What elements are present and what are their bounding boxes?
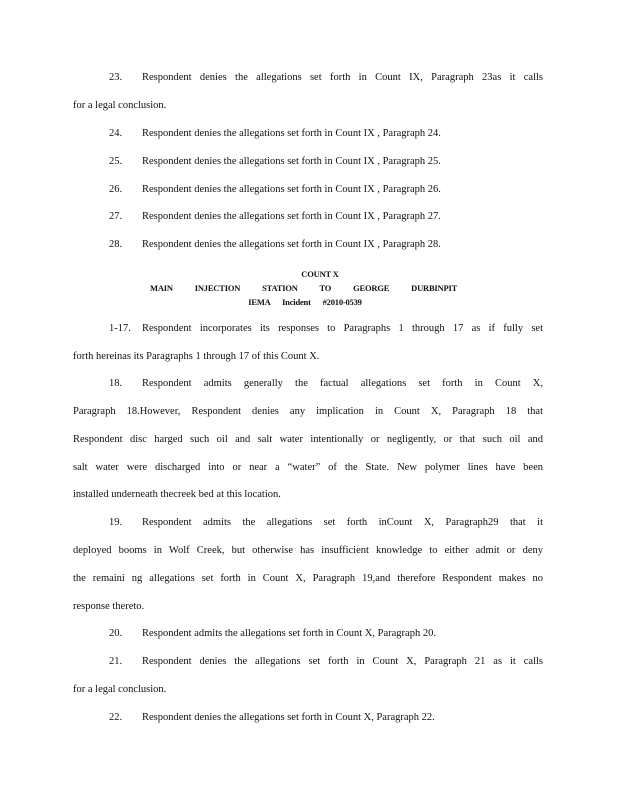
paragraph-27-number: 27. xyxy=(109,211,123,222)
paragraph-18-line-3: Respondent disc harged such oil and salt water intentionally or negligently, or that such oil and xyxy=(73,434,543,445)
paragraph-21-number: 21. xyxy=(109,656,123,667)
paragraph-18-number: 18. xyxy=(109,378,123,389)
paragraph-28: 28. Respondent denies the allegations set forth in Count IX , Paragraph 28. xyxy=(109,237,543,253)
paragraph-24: 24. Respondent denies the allegations set forth in Count IX , Paragraph 24. xyxy=(109,126,543,142)
paragraph-19-number: 19. xyxy=(109,517,123,528)
paragraph-20-number: 20. xyxy=(109,628,123,639)
paragraph-19-line-2: deployed booms in Wolf Creek, but otherwise has insufficient knowledge to either admit or deny xyxy=(73,545,543,556)
paragraph-1-17-line-1: 1-17. Respondent incorporates its responses to Paragraphs 1 through 17 as if fully set xyxy=(109,321,543,337)
heading-title: MAIN INJECTION STATION TO GEORGE DURBINPIT xyxy=(150,283,458,293)
paragraph-26-number: 26. xyxy=(109,184,123,195)
paragraph-28-number: 28. xyxy=(109,239,123,250)
paragraph-22: 22. Respondent denies the allegations set forth in Count X, Paragraph 22. xyxy=(109,710,543,726)
paragraph-27: 27. Respondent denies the allegations set forth in Count IX , Paragraph 27. xyxy=(109,209,543,225)
heading-count: COUNT X xyxy=(301,269,339,279)
paragraph-23-line-1: 23. Respondent denies the allegations set forth in Count IX, Paragraph 23as it calls xyxy=(109,70,543,86)
paragraph-20: 20. Respondent admits the allegations set forth in Count X, Paragraph 20. xyxy=(109,626,543,642)
paragraph-26: 26. Respondent denies the allegations set forth in Count IX , Paragraph 26. xyxy=(109,182,543,198)
paragraph-19-line-4: response thereto. xyxy=(73,601,145,612)
paragraph-23-line-2: for a legal conclusion. xyxy=(73,100,167,111)
paragraph-1-17-line-2: forth hereinas its Paragraphs 1 through 17 of this Count X. xyxy=(73,351,320,362)
paragraph-24-number: 24. xyxy=(109,128,123,139)
paragraph-19-line-3: the remaini ng allegations set forth in Count X, Paragraph 19,and therefore Respondent makes no xyxy=(73,573,543,584)
paragraph-1-17-number: 1-17. xyxy=(109,323,131,334)
paragraph-25-number: 25. xyxy=(109,156,123,167)
heading-incident: IEMA Incident #2010-0539 xyxy=(248,297,362,307)
paragraph-22-number: 22. xyxy=(109,712,123,723)
paragraph-18-line-2: Paragraph 18.However, Respondent denies any implication in Count X, Paragraph 18 that xyxy=(73,406,543,417)
paragraph-18-line-5: installed underneath thecreek bed at this location. xyxy=(73,489,281,500)
paragraph-18-line-4: salt water were discharged into or near a “water” of the State. New polymer lines have been xyxy=(73,462,543,473)
paragraph-18-line-1: 18. Respondent admits generally the factual allegations set forth in Count X, xyxy=(109,376,543,392)
paragraph-23-number: 23. xyxy=(109,72,123,83)
paragraph-25: 25. Respondent denies the allegations set forth in Count IX , Paragraph 25. xyxy=(109,154,543,170)
paragraph-21-line-1: 21. Respondent denies the allegations set forth in Count X, Paragraph 21 as it calls xyxy=(109,654,543,670)
paragraph-19-line-1: 19. Respondent admits the allegations set forth inCount X, Paragraph29 that it xyxy=(109,515,543,531)
paragraph-21-line-2: for a legal conclusion. xyxy=(73,684,167,695)
